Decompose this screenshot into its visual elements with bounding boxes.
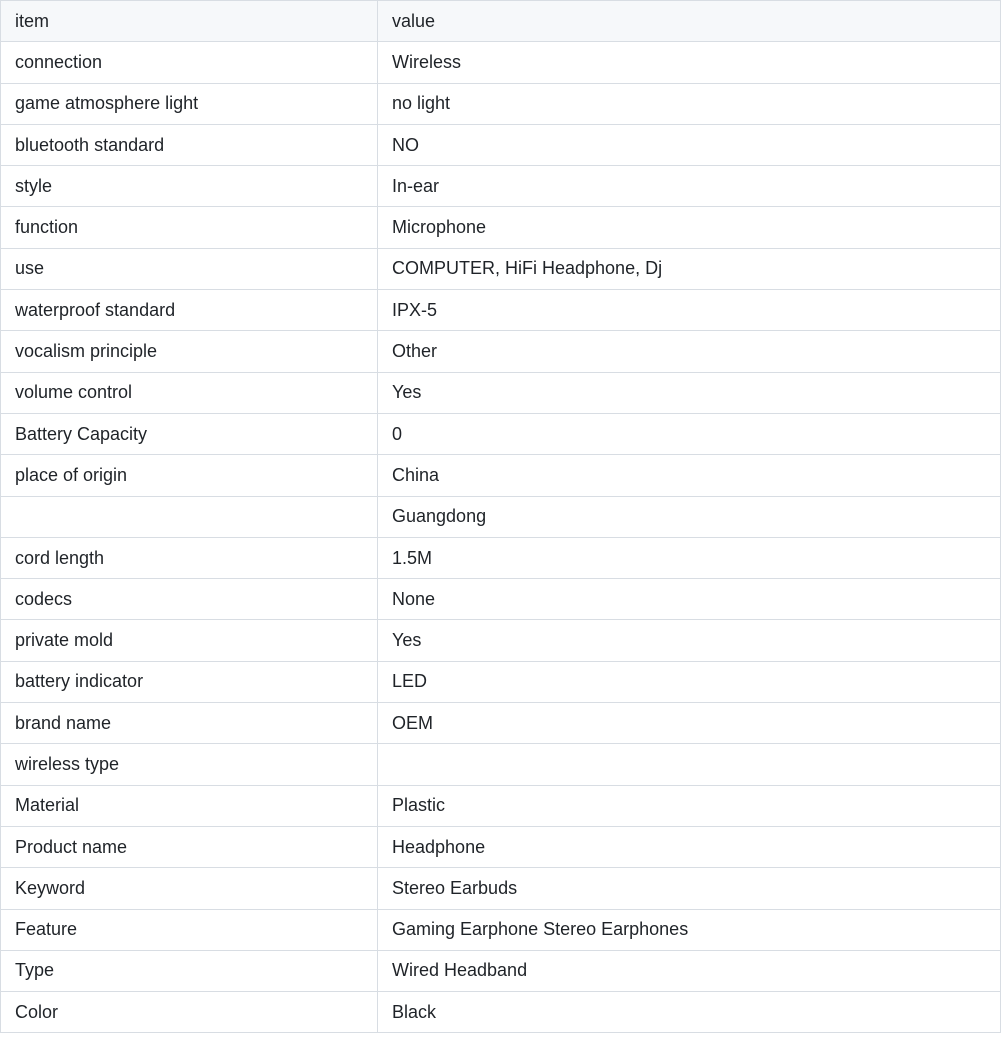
- table-row: [1, 661, 1001, 702]
- row-value-cell: Wired Headband: [378, 950, 1001, 991]
- row-item-cell: Keyword: [1, 868, 378, 909]
- row-value-cell: Yes: [378, 372, 1001, 413]
- row-item-cell: bluetooth standard: [1, 124, 378, 165]
- row-item-cell: wireless type: [1, 744, 378, 785]
- row-item-cell: private mold: [1, 620, 378, 661]
- row-value-cell: OEM: [378, 703, 1001, 744]
- row-value-cell: Yes: [378, 620, 1001, 661]
- row-item-cell: vocalism principle: [1, 331, 378, 372]
- row-item-cell: Type: [1, 950, 378, 991]
- row-value-cell: LED: [378, 661, 1001, 702]
- row-item-cell: Feature: [1, 909, 378, 950]
- row-item-cell: battery indicator: [1, 661, 378, 702]
- table-row: [1, 950, 1001, 991]
- row-value-cell: IPX-5: [378, 290, 1001, 331]
- row-value-cell: NO: [378, 124, 1001, 165]
- row-item-cell: function: [1, 207, 378, 248]
- row-value-cell: Other: [378, 331, 1001, 372]
- table-row: [1, 42, 1001, 83]
- row-value-cell: Stereo Earbuds: [378, 868, 1001, 909]
- row-item-cell: waterproof standard: [1, 290, 378, 331]
- row-value-cell: None: [378, 579, 1001, 620]
- table-row: [1, 83, 1001, 124]
- row-value-cell: Black: [378, 992, 1001, 1033]
- row-value-cell: Microphone: [378, 207, 1001, 248]
- row-item-cell: Product name: [1, 826, 378, 867]
- row-item-cell: Material: [1, 785, 378, 826]
- row-value-cell: In-ear: [378, 166, 1001, 207]
- table-row: [1, 744, 1001, 785]
- row-value-cell: no light: [378, 83, 1001, 124]
- column-header-item: item: [1, 1, 378, 42]
- row-value-cell: 1.5M: [378, 537, 1001, 578]
- table-body: [1, 42, 1001, 1033]
- row-value-cell: Wireless: [378, 42, 1001, 83]
- row-item-cell: codecs: [1, 579, 378, 620]
- row-value-cell: Guangdong: [378, 496, 1001, 537]
- row-value-cell: 0: [378, 413, 1001, 454]
- header-row: [1, 1, 1001, 42]
- table-row: [1, 166, 1001, 207]
- table-row: [1, 331, 1001, 372]
- row-value-cell: China: [378, 455, 1001, 496]
- column-header-value: value: [378, 1, 1001, 42]
- table-row: [1, 826, 1001, 867]
- row-item-cell: brand name: [1, 703, 378, 744]
- table-row: [1, 703, 1001, 744]
- table-row: [1, 579, 1001, 620]
- row-item-cell: Color: [1, 992, 378, 1033]
- table-row: [1, 537, 1001, 578]
- table-row: [1, 496, 1001, 537]
- table-row: [1, 620, 1001, 661]
- row-item-cell: use: [1, 248, 378, 289]
- table-row: [1, 372, 1001, 413]
- row-value-cell: Headphone: [378, 826, 1001, 867]
- row-item-cell: [1, 496, 378, 537]
- row-value-cell: Plastic: [378, 785, 1001, 826]
- table-row: [1, 455, 1001, 496]
- row-value-cell: COMPUTER, HiFi Headphone, Dj: [378, 248, 1001, 289]
- row-item-cell: Battery Capacity: [1, 413, 378, 454]
- table-row: [1, 248, 1001, 289]
- table-row: [1, 290, 1001, 331]
- table-row: [1, 124, 1001, 165]
- row-item-cell: place of origin: [1, 455, 378, 496]
- row-value-cell: [378, 744, 1001, 785]
- table-row: [1, 992, 1001, 1033]
- row-value-cell: Gaming Earphone Stereo Earphones: [378, 909, 1001, 950]
- row-item-cell: volume control: [1, 372, 378, 413]
- row-item-cell: connection: [1, 42, 378, 83]
- row-item-cell: cord length: [1, 537, 378, 578]
- table-row: [1, 207, 1001, 248]
- table-row: [1, 909, 1001, 950]
- table-row: [1, 785, 1001, 826]
- table-header: [1, 1, 1001, 42]
- table-row: [1, 413, 1001, 454]
- row-item-cell: game atmosphere light: [1, 83, 378, 124]
- table-row: [1, 868, 1001, 909]
- row-item-cell: style: [1, 166, 378, 207]
